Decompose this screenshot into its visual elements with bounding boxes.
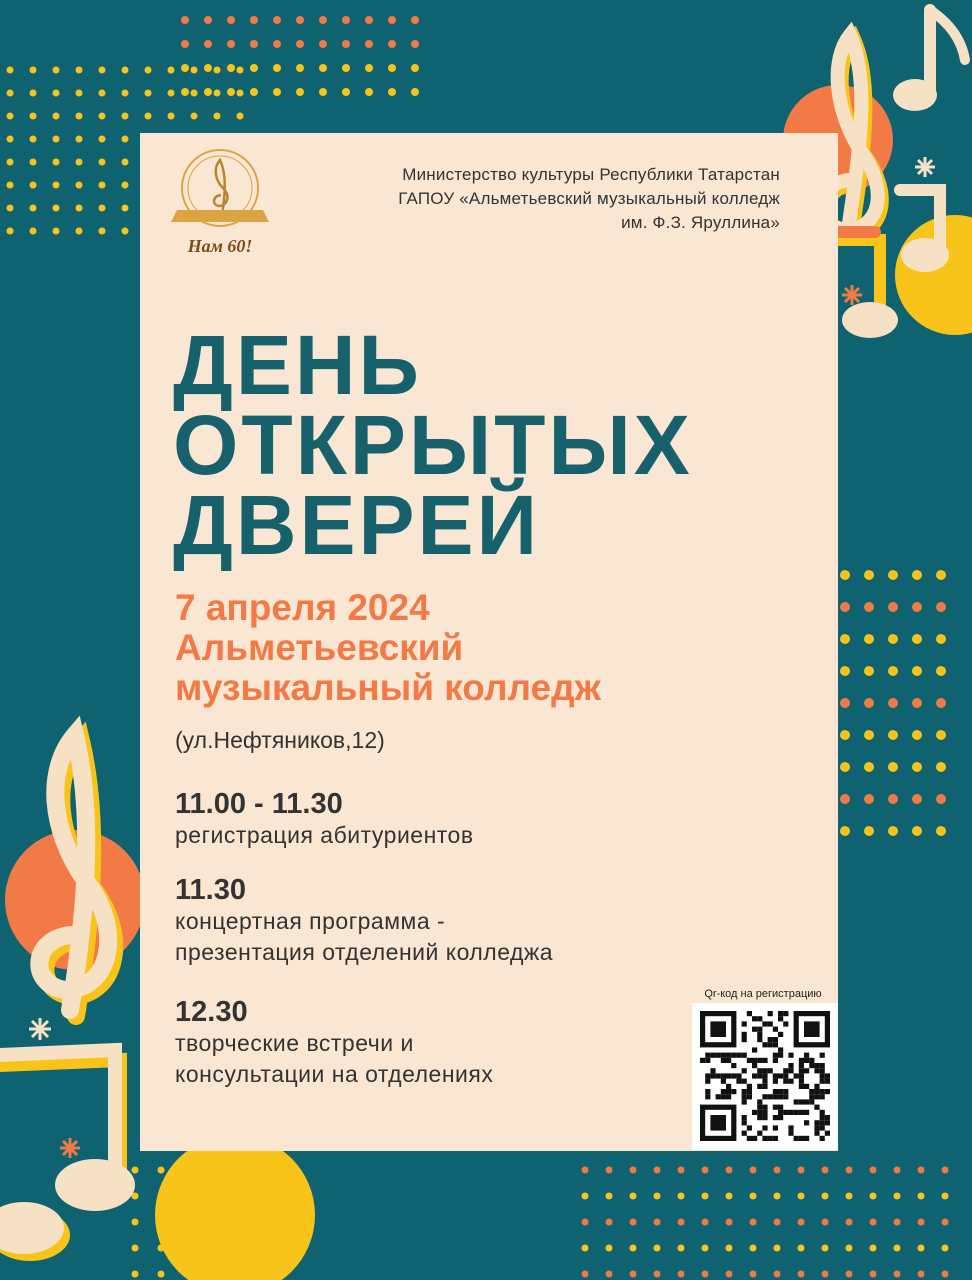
dot [888,634,898,644]
dot [319,88,327,96]
dot [678,1271,685,1278]
dot [181,64,189,72]
dot [750,1271,757,1278]
dot [319,40,327,48]
dot [912,698,922,708]
dot [296,16,304,24]
event-place-1: Альметьевский [175,627,464,668]
dot [912,794,922,804]
dot [227,88,235,96]
dot [606,1193,613,1200]
dot [7,136,14,143]
music-note-top-icon [893,10,965,111]
dot [912,666,922,676]
treble-clef-logo-icon [214,160,227,215]
event-address: (ул.Нефтяников,12) [175,727,385,753]
dot [822,1245,829,1252]
dot [936,730,946,740]
dot [582,1271,589,1278]
dot [582,1219,589,1226]
dot [936,826,946,836]
yellow-circle-right [895,215,972,335]
dot [204,64,212,72]
dot [7,182,14,189]
dot [99,159,106,166]
registration-qr-code[interactable] [692,1003,838,1150]
dot [145,90,152,97]
schedule-desc: регистрация абитуриентов [175,822,474,848]
dot [99,205,106,212]
dot [798,1219,805,1226]
dot [342,64,350,72]
dot [122,159,129,166]
dot [888,762,898,772]
dot [912,730,922,740]
dot [145,67,152,74]
dot [582,1245,589,1252]
dot [726,1167,733,1174]
dot [273,16,281,24]
dot [840,634,850,644]
schedule-desc: творческие встречи и [175,1030,414,1056]
dot [864,698,874,708]
dot [99,136,106,143]
dot [30,159,37,166]
dot [158,1167,165,1174]
dot [846,1245,853,1252]
dot [840,762,850,772]
schedule-time: 11.00 - 11.30 [175,788,343,820]
dot [774,1245,781,1252]
dot [846,1271,853,1278]
dot [53,228,60,235]
dot [388,88,396,96]
event-info [175,588,601,708]
dot [76,228,83,235]
title-line-2: ОТКРЫТЫХ [173,398,693,492]
dot [936,666,946,676]
dot [702,1167,709,1174]
dot [630,1193,637,1200]
dot [630,1219,637,1226]
dot [411,16,419,24]
dot [273,64,281,72]
dot [181,40,189,48]
dot [942,1245,949,1252]
dot [365,64,373,72]
schedule-item [175,874,553,968]
dot [204,88,212,96]
dot [798,1271,805,1278]
dot [774,1219,781,1226]
dot [942,1193,949,1200]
dot [388,64,396,72]
dot [918,1271,925,1278]
dot [936,698,946,708]
dot [168,67,175,74]
dot [53,90,60,97]
dot [678,1167,685,1174]
dot [750,1193,757,1200]
dot [798,1193,805,1200]
dot [606,1271,613,1278]
dot [204,40,212,48]
dot [840,570,850,580]
dot [30,182,37,189]
organization-header [290,163,780,235]
dot [918,1219,925,1226]
dot [918,1167,925,1174]
dot [606,1167,613,1174]
dot [936,762,946,772]
dot [702,1219,709,1226]
dot [191,90,198,97]
dot [122,228,129,235]
schedule-desc: презентация отделений колледжа [175,939,554,965]
dot [888,826,898,836]
dot [30,67,37,74]
dot [214,113,221,120]
dot [168,90,175,97]
dot [798,1167,805,1174]
dot [122,182,129,189]
dot [726,1193,733,1200]
dot [846,1193,853,1200]
dot [894,1167,901,1174]
dot [30,136,37,143]
dot [30,90,37,97]
asterisk-top-icon [915,157,935,177]
dot [411,64,419,72]
dot [296,40,304,48]
dot [30,113,37,120]
dot [122,113,129,120]
dot [942,1271,949,1278]
dot [76,159,83,166]
dot [132,1245,139,1252]
dot [726,1271,733,1278]
dot [76,136,83,143]
dot [181,16,189,24]
asterisk-bottom-icon [29,1018,51,1040]
dot [870,1219,877,1226]
dot [53,113,60,120]
dot [227,16,235,24]
dot [654,1271,661,1278]
dot [888,730,898,740]
dot [870,1271,877,1278]
schedule-desc: консультации на отделениях [175,1061,494,1087]
dot [30,228,37,235]
dot [840,602,850,612]
dot [822,1167,829,1174]
dot [870,1193,877,1200]
dot [122,136,129,143]
dot [864,570,874,580]
dot [99,90,106,97]
dot [53,159,60,166]
dot [319,64,327,72]
dot [654,1193,661,1200]
dot [918,1245,925,1252]
dot [388,16,396,24]
dot [912,602,922,612]
dot [912,762,922,772]
logo-slogan: Нам 60! [187,236,253,256]
dot [388,40,396,48]
dot [942,1167,949,1174]
dot [702,1245,709,1252]
dot [678,1245,685,1252]
dot [53,136,60,143]
dot [76,90,83,97]
dot [132,1271,139,1278]
dot [750,1219,757,1226]
dot [99,182,106,189]
dot [870,1167,877,1174]
dot [342,16,350,24]
dot [750,1245,757,1252]
dot [798,1245,805,1252]
dot [53,205,60,212]
dot [76,67,83,74]
dot [237,113,244,120]
dot [411,88,419,96]
dot [774,1193,781,1200]
qr-label: Qr-код на регистрацию [704,988,822,1000]
dot [888,666,898,676]
dot [365,88,373,96]
dot [99,113,106,120]
title-line-3: ДВЕРЕЙ [173,478,540,572]
dot [181,88,189,96]
dot [840,826,850,836]
dot [30,205,37,212]
dot [864,634,874,644]
title-line-1: ДЕНЬ [173,318,422,412]
dot [864,602,874,612]
dot [912,826,922,836]
college-logo [165,140,275,265]
dot [606,1219,613,1226]
dot [158,1271,165,1278]
dot [273,40,281,48]
dot [191,113,198,120]
dot [822,1219,829,1226]
asterisk-orange-bottom-icon [60,1138,80,1158]
dot [840,698,850,708]
dot [840,666,850,676]
dot [250,40,258,48]
dot [227,40,235,48]
dot [365,40,373,48]
dot [654,1219,661,1226]
dot [7,67,14,74]
schedule-item [175,996,493,1090]
dot [942,1219,949,1226]
dot [53,182,60,189]
dot [864,762,874,772]
dot [888,602,898,612]
dot [582,1193,589,1200]
dot [342,40,350,48]
event-place-2: музыкальный колледж [175,667,601,708]
dot [864,730,874,740]
event-date: 7 апреля 2024 [175,587,430,628]
dot [7,228,14,235]
dot [894,1271,901,1278]
dot [53,67,60,74]
dot [846,1219,853,1226]
schedule-time: 11.30 [175,874,246,906]
dot [319,16,327,24]
dot [237,90,244,97]
dot [888,794,898,804]
dot [122,205,129,212]
dot [726,1245,733,1252]
dot [726,1219,733,1226]
dot [888,698,898,708]
dot [296,88,304,96]
schedule-item [175,788,474,851]
dot [99,67,106,74]
dot [630,1245,637,1252]
dot [122,90,129,97]
dot [365,16,373,24]
schedule-desc: концертная программа - [175,908,446,934]
dot [894,1193,901,1200]
yellow-circle-bottom [155,1135,315,1280]
beamed-notes-bottom-icon [0,1050,135,1261]
college-line: ГАПОУ «Альметьевский музыкальный колледж [398,189,780,208]
dot [227,64,235,72]
dot [76,205,83,212]
dot [342,88,350,96]
dot [214,67,221,74]
dot [918,1193,925,1200]
dot [750,1167,757,1174]
asterisk-orange-top-icon [842,285,862,305]
dot [678,1219,685,1226]
dot [894,1219,901,1226]
dot [936,794,946,804]
dot [606,1245,613,1252]
dot [822,1271,829,1278]
dot [630,1271,637,1278]
dot [774,1167,781,1174]
dot [936,570,946,580]
ministry-line: Министерство культуры Республики Татарстан [402,165,780,184]
dot [654,1245,661,1252]
dot [936,602,946,612]
dot [774,1271,781,1278]
dot [654,1167,661,1174]
dot [678,1193,685,1200]
dot [870,1245,877,1252]
dot [630,1167,637,1174]
dot [840,794,850,804]
dot [822,1193,829,1200]
dot [846,1167,853,1174]
dot [76,113,83,120]
dot [702,1193,709,1200]
schedule-time: 12.30 [175,996,248,1028]
dot [7,205,14,212]
dot [912,634,922,644]
dot [864,794,874,804]
dot [864,826,874,836]
dot [132,1219,139,1226]
dot [214,90,221,97]
dot [7,159,14,166]
dot [912,570,922,580]
dot [250,64,258,72]
dot [936,634,946,644]
dot [250,16,258,24]
dot [250,88,258,96]
dot [273,88,281,96]
dot [132,1167,139,1174]
dot [702,1271,709,1278]
dot [7,113,14,120]
page-title [173,318,693,572]
dot [204,16,212,24]
college-name-line: им. Ф.З. Яруллина» [621,213,780,232]
dot [99,228,106,235]
dot [411,40,419,48]
dot [191,67,198,74]
dot [122,67,129,74]
dot [237,67,244,74]
dot [76,182,83,189]
dot [840,730,850,740]
dot [582,1167,589,1174]
dot [864,666,874,676]
dot [888,570,898,580]
dot [168,113,175,120]
dot [296,64,304,72]
dot [145,113,152,120]
dot [894,1245,901,1252]
dot [7,90,14,97]
